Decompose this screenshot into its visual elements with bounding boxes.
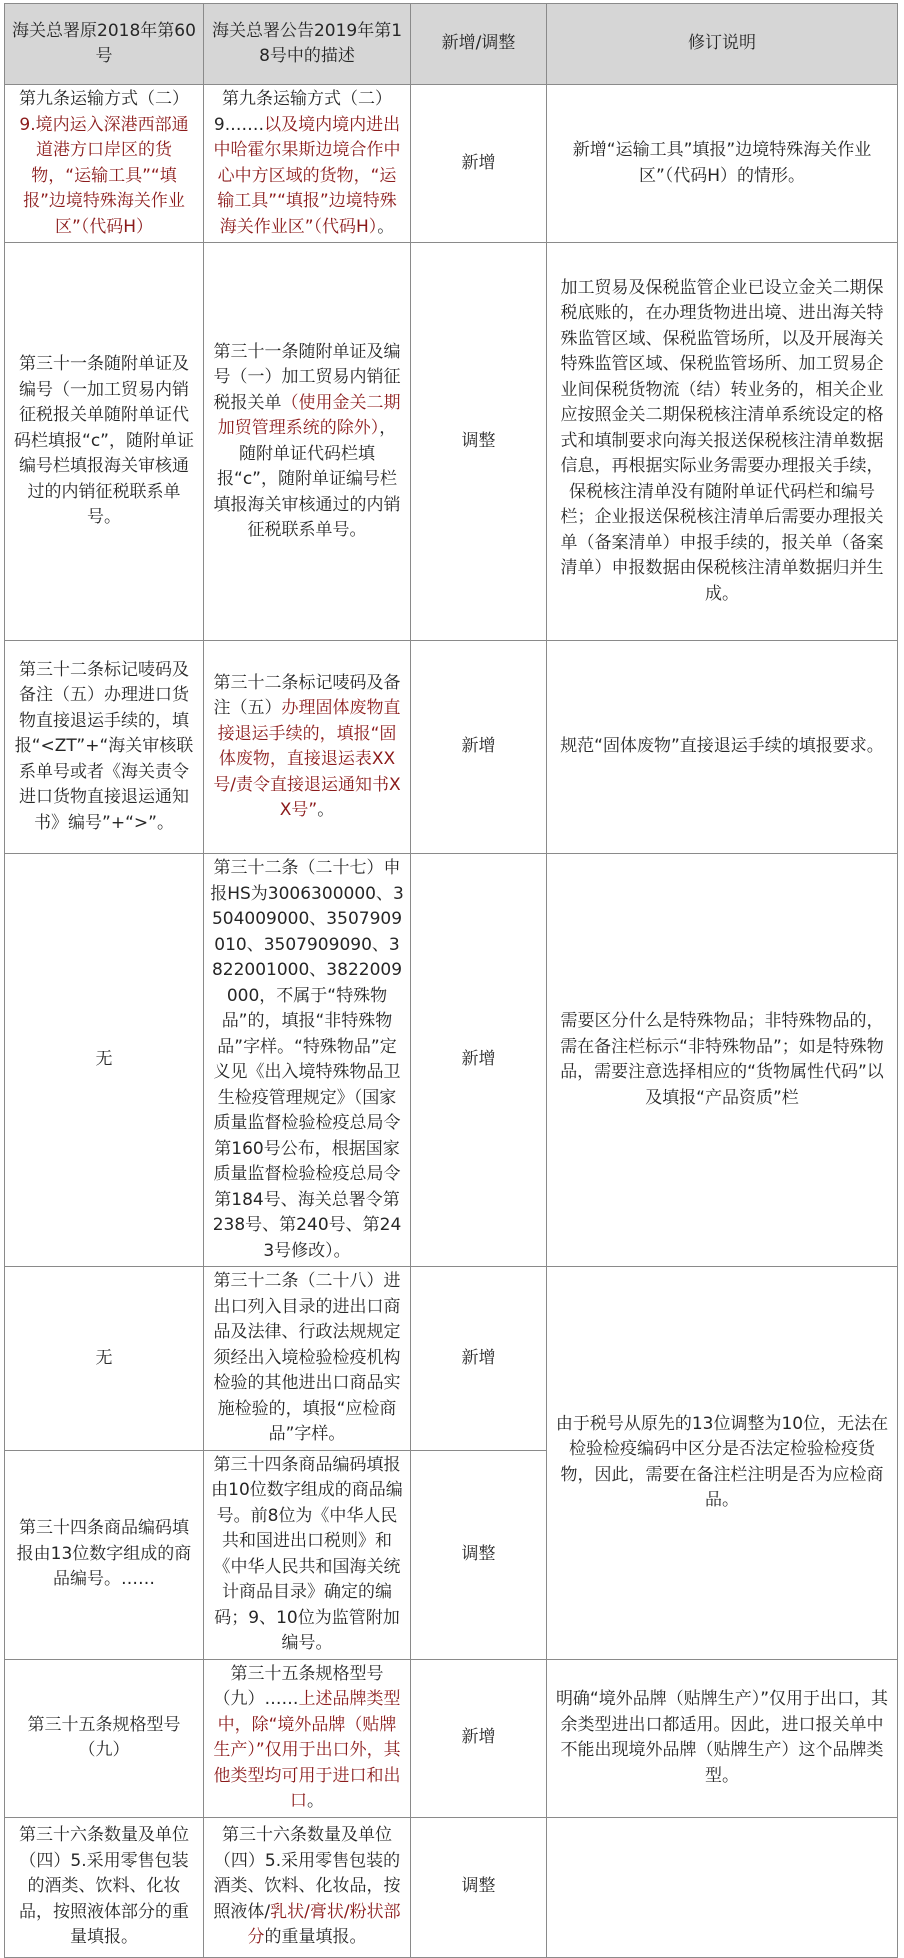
change-type-cell: 新增	[411, 1267, 547, 1451]
text-segment: ，随附单证代码栏填报“c”，随附单证编号栏填报海关审核通过的内销征税联系单号。	[213, 418, 401, 540]
highlight-text-segment: 以及境内境内进出中哈霍尔果斯边境合作中心中方区域的货物，“运输工具”“填报”边境特殊海关作业区”（代码H）	[213, 114, 401, 237]
text-segment: 无	[95, 1049, 113, 1070]
text-segment: 的重量填报。	[264, 1927, 367, 1948]
text-segment: 第九条运输方式（二）9.……	[213, 89, 392, 135]
description-text-cell	[204, 85, 411, 243]
text-segment: 无	[95, 1347, 113, 1368]
change-type-cell: 新增	[411, 854, 547, 1267]
description-text-cell	[204, 243, 411, 641]
description-text-cell	[204, 1659, 411, 1817]
text-segment: 第三十二条标记唛码及备注（五）	[213, 672, 401, 718]
description-text-cell	[204, 854, 411, 1267]
description-text-cell	[204, 1450, 411, 1659]
table-row	[5, 1659, 898, 1817]
revision-table	[4, 3, 898, 1958]
highlight-text-segment: （使用金关二期加贸管理系统的除外）	[217, 392, 401, 438]
table-row	[5, 85, 898, 243]
change-type-cell: 调整	[411, 243, 547, 641]
text-segment: 第三十一条随附单证及编号（一加工贸易内销征税报关单随附单证代码栏填报“c”，随附单证编号栏填报海关审核通过的内销征税联系单号。	[14, 354, 194, 528]
revision-note-cell: 规范“固体废物”直接退运手续的填报要求。	[547, 641, 898, 854]
original-text-cell	[5, 1659, 204, 1817]
description-text-cell	[204, 641, 411, 854]
change-type-cell: 新增	[411, 85, 547, 243]
original-text-cell	[5, 243, 204, 641]
header-description-2019-18: 海关总署公告2019年第18号中的描述	[204, 4, 411, 85]
header-original-60: 海关总署原2018年第60号	[5, 4, 204, 85]
text-segment: 第三十二条（二十七）申报HS为3006300000、3504009000、3507909010、3507909090、3822001000、3822009000，不属于“特殊物品”的，填报“非特殊物品”字样。“特殊物品”定义见《出入境特殊物品卫生检疫管理规定》（国家质量监督检验检疫总局令第160号公布，根据国家质量监督检验检疫总局令第184号、海关总署令第238号、第240号、第243号修改）。	[210, 858, 404, 1261]
revision-note-cell: 明确“境外品牌（贴牌生产）”仅用于出口，其余类型进出口都适用。因此，进口报关单中不能出现境外品牌（贴牌生产）这个品牌类型。	[547, 1659, 898, 1817]
change-type-cell: 调整	[411, 1817, 547, 1957]
change-type-cell: 新增	[411, 1659, 547, 1817]
highlight-text-segment: 乳状/膏状/粉状部分	[247, 1901, 401, 1948]
text-segment: 第三十五条规格型号（九）……	[213, 1663, 384, 1709]
table-row	[5, 1817, 898, 1957]
highlight-text-segment: 办理固体废物直接退运手续的，填报“固体废物，直接退运表XX号/责令直接退运通知书XX号”	[213, 698, 401, 820]
text-segment: 第三十一条随附单证及编号（一）加工贸易内销征税报关单	[213, 341, 401, 413]
description-text-cell	[204, 1267, 411, 1451]
original-text-cell	[5, 1267, 204, 1451]
original-text-cell	[5, 1817, 204, 1957]
text-segment: 。	[317, 800, 335, 820]
description-text-cell	[204, 1817, 411, 1957]
original-text-cell	[5, 641, 204, 854]
text-segment: 第三十五条规格型号（九）	[27, 1714, 181, 1760]
header-change-type: 新增/调整	[411, 4, 547, 85]
text-segment: 。	[307, 1791, 324, 1811]
revision-note-cell: 需要区分什么是特殊物品；非特殊物品的，需在备注栏标示“非特殊物品”；如是特殊物品，需要注意选择相应的“货物属性代码”以及填报“产品资质”栏	[547, 854, 898, 1267]
change-type-cell: 新增	[411, 641, 547, 854]
revision-note-cell: 由于税号从原先的13位调整为10位，无法在检验检疫编码中区分是否法定检验检疫货物，因此，需要在备注栏注明是否为应检商品。	[547, 1267, 898, 1660]
original-text-cell	[5, 854, 204, 1267]
table-row	[5, 1267, 898, 1451]
text-segment: 第三十六条数量及单位（四）5.采用零售包装的酒类、饮料、化妆品，按照液体/	[213, 1825, 401, 1922]
text-segment: 第三十二条标记唛码及备注（五）办理进口货物直接退运手续的，填报“<ZT”+“海关审核联系单号或者《海关责令进口货物直接退运通知书》编号”+“>”。	[14, 659, 194, 833]
highlight-text-segment: 9.境内运入深港西部通道港方口岸区的货物，“运输工具”“填报”边境特殊海关作业区”（代码H）	[19, 114, 189, 237]
original-text-cell	[5, 1450, 204, 1659]
text-segment: 第三十二条（二十八）进出口列入目录的进出口商品及法律、行政法规规定须经出入境检验检疫机构检验的其他进出口商品实施检验的，填报“应检商品”字样。	[213, 1271, 401, 1444]
text-segment: 。	[377, 216, 395, 237]
text-segment: 第三十四条商品编码填报由10位数字组成的商品编号。前8位为《中华人民共和国进出口税则》和《中华人民共和国海关统计商品目录》确定的编码；9、10位为监管附加编号。	[211, 1454, 403, 1653]
highlight-text-segment: 上述品牌类型中，除“境外品牌（贴牌生产）”仅用于出口外，其他类型均可用于进口和出口	[213, 1689, 401, 1811]
revision-note-cell	[547, 1817, 898, 1957]
header-row	[5, 4, 898, 85]
header-revision-note: 修订说明	[547, 4, 898, 85]
revision-note-cell: 加工贸易及保税监管企业已设立金关二期保税底账的，在办理货物进出境、进出海关特殊监管区域、保税监管场所，以及开展海关特殊监管区域、保税监管场所、加工贸易企业间保税货物流（结）转业务的，相关企业应按照金关二期保税核注清单系统设定的格式和填制要求向海关报送保税核注清单数据信息，再根据实际业务需要办理报关手续，保税核注清单没有随附单证代码栏和编号栏；企业报送保税核注清单后需要办理报关单（备案清单）申报手续的，报关单（备案清单）申报数据由保税核注清单数据归并生成。	[547, 243, 898, 641]
table-row	[5, 641, 898, 854]
table-row	[5, 243, 898, 641]
text-segment: 第三十六条数量及单位（四）5.采用零售包装的酒类、饮料、化妆品，按照液体部分的重量填报。	[19, 1825, 189, 1948]
text-segment: 第九条运输方式（二）	[19, 89, 189, 109]
table-row	[5, 854, 898, 1267]
text-segment: 第三十四条商品编码填报由13位数字组成的商品编号。……	[16, 1518, 192, 1590]
revision-note-cell: 新增“运输工具”填报”边境特殊海关作业区”（代码H）的情形。	[547, 85, 898, 243]
change-type-cell: 调整	[411, 1450, 547, 1659]
original-text-cell	[5, 85, 204, 243]
